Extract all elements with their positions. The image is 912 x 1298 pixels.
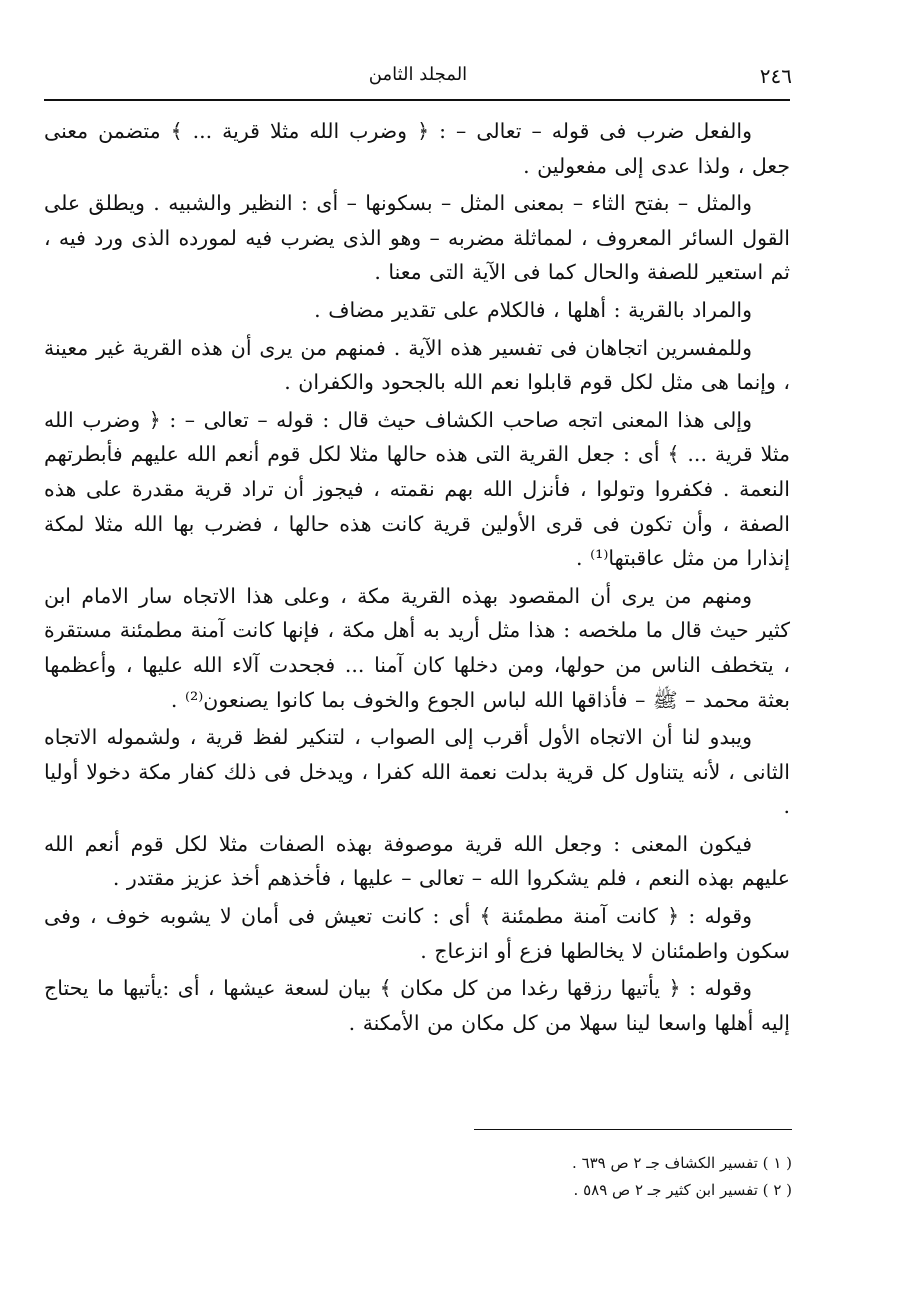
- page-header: [44, 58, 792, 92]
- footnote: ( ٢ ) تفسير ابن كثير جـ ٢ ص ٥٨٩ .: [573, 1181, 792, 1199]
- header-divider: [44, 99, 790, 101]
- footnote-divider: [474, 1129, 792, 1130]
- running-title: المجلد الثامن: [368, 64, 468, 85]
- paragraph: وقوله : ﴿ كانت آمنة مطمئنة ﴾ أى : كانت تعيش فى أمان لا يشوبه خوف ، وفى سكون واطمئنان لا يخالطها فزع أو انزعاج .: [44, 904, 790, 963]
- page-number: ٢٤٦: [759, 64, 792, 88]
- paragraph: ومنهم من يرى أن المقصود بهذه القرية مكة ، وعلى هذا الاتجاه سار الامام ابن كثير حيث قال ما ملخصه : هذا مثل أريد به أهل مكة ، فإنها كانت آمنة مطمئنة مستقرة ، يتخطف الناس من حولها، ومن دخلها كان آمنا ... فجحدت آلاء الله عليها ، وأعظمها بعثة محمد – ﷺ – فأذاقها الله لباس الجوع والخوف بما كانوا يصنعون⁽²⁾ .: [44, 583, 790, 712]
- footnotes: [192, 1150, 792, 1204]
- body-text: [44, 114, 790, 1043]
- paragraph: والفعل ضرب فى قوله – تعالى – : ﴿ وضرب الله مثلا قرية ... ﴾ متضمن معنى جعل ، ولذا عدى إلى مفعولين .: [44, 119, 790, 178]
- paragraph: ويبدو لنا أن الاتجاه الأول أقرب إلى الصواب ، لتنكير لفظ قرية ، ولشموله الاتجاه الثانى ، لأنه يتناول كل قرية بدلت نعمة الله كفرا ، ويدخل فى ذلك كفار مكة دخولا أوليا .: [44, 725, 790, 819]
- paragraph: والمراد بالقرية : أهلها ، فالكلام على تقدير مضاف .: [314, 297, 752, 322]
- paragraph: وللمفسرين اتجاهان فى تفسير هذه الآية . فمنهم من يرى أن هذه القرية غير معينة ، وإنما هى مثل لكل قوم قابلوا نعم الله بالجحود والكفران .: [44, 335, 790, 395]
- paragraph: وإلى هذا المعنى اتجه صاحب الكشاف حيث قال : قوله – تعالى – : ﴿ وضرب الله مثلا قرية ... ﴾ أى : جعل القرية التى هذه حالها مثلا لكل قوم أنعم الله عليهم فأبطرتهم النعمة . فكفروا وتولوا ، فأنزل الله بهم نقمته ، فيجوز أن تراد قرية مقدرة على هذه الصفة ، وأن تكون فى قرى الأولين قرية كانت هذه حالها ، فضرب بها الله مثلا لمكة إنذارا من مثل عاقبتها⁽¹⁾ .: [44, 407, 790, 571]
- paragraph: وقوله : ﴿ يأتيها رزقها رغدا من كل مكان ﴾ بيان لسعة عيشها ، أى :يأتيها ما يحتاج إليه أهلها واسعا لينا سهلا من كل مكان من الأمكنة .: [44, 976, 790, 1035]
- paragraph: فيكون المعنى : وجعل الله قرية موصوفة بهذه الصفات مثلا لكل قوم أنعم الله عليهم بهذه النعم ، فلم يشكروا الله – تعالى – عليها ، فأخذهم أخذ عزيز مقتدر .: [44, 831, 790, 891]
- paragraph: والمثل – بفتح الثاء – بمعنى المثل – بسكونها – أى : النظير والشبيه . ويطلق على القول السائر المعروف ، لمماثلة مضربه – وهو الذى يضرب فيه لمورده الذى ورد فيه ، ثم استعير للصفة والحال كما فى الآية التى معنا .: [44, 191, 790, 285]
- footnote: ( ١ ) تفسير الكشاف جـ ٢ ص ٦٣٩ .: [572, 1154, 792, 1172]
